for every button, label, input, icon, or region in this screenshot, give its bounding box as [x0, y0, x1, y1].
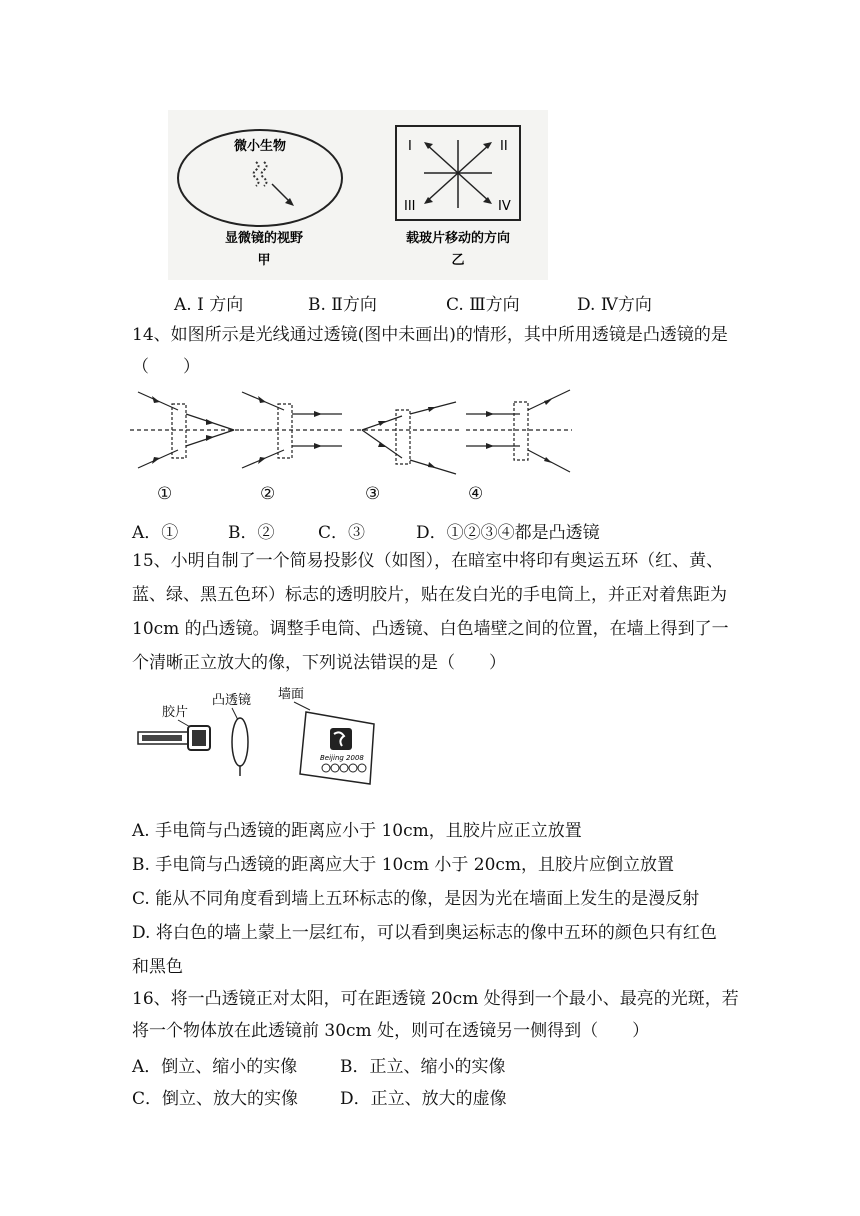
convex-lens-icon — [232, 718, 248, 766]
lens-label: 凸透镜 — [212, 693, 252, 708]
q14-option-d[interactable]: D．①②③④都是凸透镜 — [416, 523, 600, 543]
q15-stem-line-4: 个清晰正立放大的像，下列说法错误的是（ ） — [132, 653, 506, 673]
field-of-view-caption: 显微镜的视野 — [224, 231, 304, 246]
slide-movement-caption: 载玻片移动的方向 — [405, 231, 511, 246]
q16-option-c[interactable]: C．倒立、放大的实像 — [132, 1089, 299, 1109]
q16-stem-line-2: 将一个物体放在此透镜前 30cm 处，则可在透镜另一侧得到（ ） — [132, 1021, 650, 1041]
q16-stem-line-1: 16、将一凸透镜正对太阳，可在距透镜 20cm 处得到一个最小、最亮的光斑，若 — [132, 989, 739, 1009]
q15-option-d-line-2[interactable]: 和黑色 — [132, 957, 183, 977]
q14-stem-line-2: （ ） — [132, 357, 200, 377]
figure-jia-label: 甲 — [257, 253, 271, 268]
q16-option-d[interactable]: D．正立、放大的虚像 — [340, 1089, 507, 1109]
q16-option-a[interactable]: A．倒立、缩小的实像 — [132, 1057, 298, 1077]
q15-option-c[interactable]: C. 能从不同角度看到墙上五环标志的像，是因为光在墙面上发生的是漫反射 — [132, 889, 700, 909]
q16-option-b[interactable]: B．正立、缩小的实像 — [340, 1057, 506, 1077]
svg-text:Beijing 2008: Beijing 2008 — [320, 754, 364, 762]
q15-stem-line-3: 10cm 的凸透镜。调整手电筒、凸透镜、白色墙壁之间的位置，在墙上得到了一 — [132, 619, 729, 639]
direction-2-label: II — [500, 139, 508, 154]
diagram-label-1: ① — [157, 484, 173, 504]
q15-stem-line-1: 15、小明自制了一个简易投影仪（如图），在暗室中将印有奥运五环（红、黄、 — [132, 551, 724, 571]
q13-option-a[interactable]: A. I 方向 — [174, 295, 244, 315]
q14-option-c[interactable]: C．③ — [318, 523, 366, 543]
diagram-label-4: ④ — [468, 484, 484, 504]
projector-figure — [134, 684, 384, 794]
diagram-label-3: ③ — [365, 484, 381, 504]
micro-organism-label: 微小生物 — [233, 139, 287, 154]
diagram-label-2: ② — [260, 484, 276, 504]
direction-1-label: I — [408, 139, 412, 154]
direction-3-label: III — [404, 199, 416, 214]
q13-option-c[interactable]: C. Ⅲ方向 — [446, 295, 520, 315]
wall-label: 墙面 — [278, 687, 305, 702]
q14-option-a[interactable]: A．① — [132, 523, 179, 543]
film-label: 胶片 — [162, 705, 189, 720]
microscope-figure — [168, 110, 548, 280]
direction-4-label: IV — [498, 199, 511, 214]
q14-stem-line-1: 14、如图所示是光线通过透镜(图中未画出)的情形，其中所用透镜是凸透镜的是 — [132, 325, 728, 345]
q15-option-d-line-1[interactable]: D. 将白色的墙上蒙上一层红布，可以看到奥运标志的像中五环的颜色只有红色 — [132, 923, 717, 943]
lens-ray-diagrams — [130, 384, 580, 504]
q15-option-b[interactable]: B. 手电筒与凸透镜的距离应大于 10cm 小于 20cm，且胶片应倒立放置 — [132, 855, 675, 875]
q13-option-b[interactable]: B. Ⅱ方向 — [308, 295, 377, 315]
q15-option-a[interactable]: A. 手电筒与凸透镜的距离应小于 10cm，且胶片应正立放置 — [132, 821, 582, 841]
q13-option-d[interactable]: D. Ⅳ方向 — [577, 295, 652, 315]
figure-yi-label: 乙 — [451, 253, 465, 268]
q15-stem-line-2: 蓝、绿、黑五色环）标志的透明胶片，贴在发白光的手电筒上，并正对着焦距为 — [132, 585, 727, 605]
q14-option-b[interactable]: B．② — [228, 523, 275, 543]
